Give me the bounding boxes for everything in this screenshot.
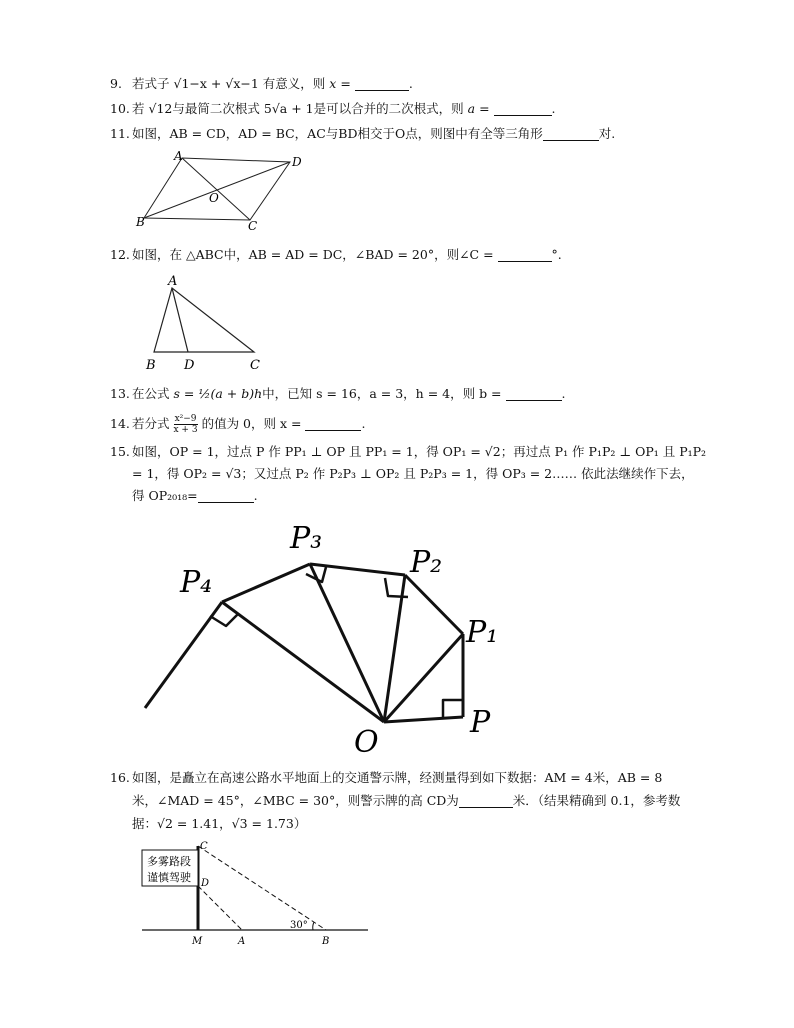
question-16: 16. 如图，是矗立在高速公路水平地面上的交通警示牌，经测量得到如下数据：AM = 4米，AB = 8 米，∠MAD = 45°，∠MBC = 30°，则警示牌的高 CD为 米．（结果精确到 0.1，参考数 据：√2 = 1.41，√3 = 1.73）: [110, 766, 720, 835]
label-o: O: [354, 725, 379, 760]
question-14: 14. 若分式 $\frac{\text{x²−9}}{x + 3}$ 的值为 0，则 x = .: [110, 414, 366, 435]
answer-blank[interactable]: [494, 101, 552, 116]
label-c: C: [250, 358, 260, 373]
label-a: A: [174, 149, 183, 163]
label-p4: P₄: [180, 565, 213, 600]
label-b: B: [136, 215, 145, 229]
question-15: 15. 如图，OP = 1，过点 P 作 PP₁ ⊥ OP 且 PP₁ = 1，得 OP₁ = √2；再过点 P₁ 作 P₁P₂ ⊥ OP₁ 且 P₁P₂ = 1，得 OP₂ = √3；又过点 P₂ 作 P₂P₃ ⊥ OP₂ 且 P₂P₃ = 1，得 OP₃ = 2…… 依此法继续作下去， 得 OP₂₀₁₈= .: [110, 441, 720, 507]
question-number: 16.: [110, 770, 130, 785]
label-p1: P₁: [466, 615, 499, 650]
answer-blank[interactable]: [459, 793, 513, 808]
label-o: O: [209, 191, 219, 205]
label-angle-30: 30°: [290, 920, 308, 931]
label-p: P: [470, 705, 491, 740]
answer-blank[interactable]: [543, 126, 599, 141]
question-10: 10. 若 √12与最简二次根式 5√a + 1是可以合并的二次根式，则 a = .: [110, 97, 720, 120]
sign-text-line2: 谨慎驾驶: [147, 871, 191, 884]
question-number: 11.: [110, 126, 130, 141]
label-c: C: [248, 219, 258, 232]
question-number: 9.: [110, 76, 122, 91]
answer-blank[interactable]: [305, 416, 361, 431]
figure-12-triangle: [140, 272, 270, 374]
question-13: 13. 在公式 s = ½(a + b)h中，已知 s = 16，a = 3，h = 4，则 b = .: [110, 382, 720, 405]
question-number: 12.: [110, 247, 130, 262]
fraction: $\frac{\text{x²−9}}{x + 3}$: [173, 414, 198, 435]
question-number: 14.: [110, 416, 130, 431]
question-number: 10.: [110, 101, 130, 116]
label-d: D: [292, 155, 302, 169]
label-d: D: [201, 878, 210, 889]
label-m: M: [192, 936, 203, 947]
label-b: B: [322, 936, 330, 947]
question-11: 11. 如图，AB = CD，AD = BC，AC与BD相交于O点，则图中有全等三角形 对.: [110, 122, 720, 145]
question-9: 9. 若式子 √1−x + √x−1 有意义，则 x = .: [110, 72, 720, 95]
label-d: D: [184, 358, 195, 373]
label-b: B: [146, 358, 156, 373]
question-12: 12. 如图，在 △ABC中，AB = AD = DC，∠BAD = 20°，则∠C = °.: [110, 243, 720, 266]
figure-15-spiral: [140, 512, 510, 762]
answer-blank[interactable]: [506, 386, 562, 401]
answer-blank[interactable]: [498, 247, 552, 262]
sign-text-line1: 多雾路段: [147, 855, 191, 868]
question-number: 15.: [110, 444, 130, 459]
label-p2: P₂: [410, 545, 443, 580]
answer-blank[interactable]: [198, 488, 254, 503]
figure-16-sign: [138, 838, 378, 950]
figure-11-parallelogram: [130, 148, 310, 232]
question-number: 13.: [110, 386, 130, 401]
label-p3: P₃: [290, 521, 323, 556]
label-a: A: [168, 274, 178, 289]
answer-blank[interactable]: [355, 76, 409, 91]
label-a: A: [238, 936, 246, 947]
label-c: C: [200, 841, 208, 852]
radical-expression: √1−x + √x−1: [173, 76, 259, 91]
